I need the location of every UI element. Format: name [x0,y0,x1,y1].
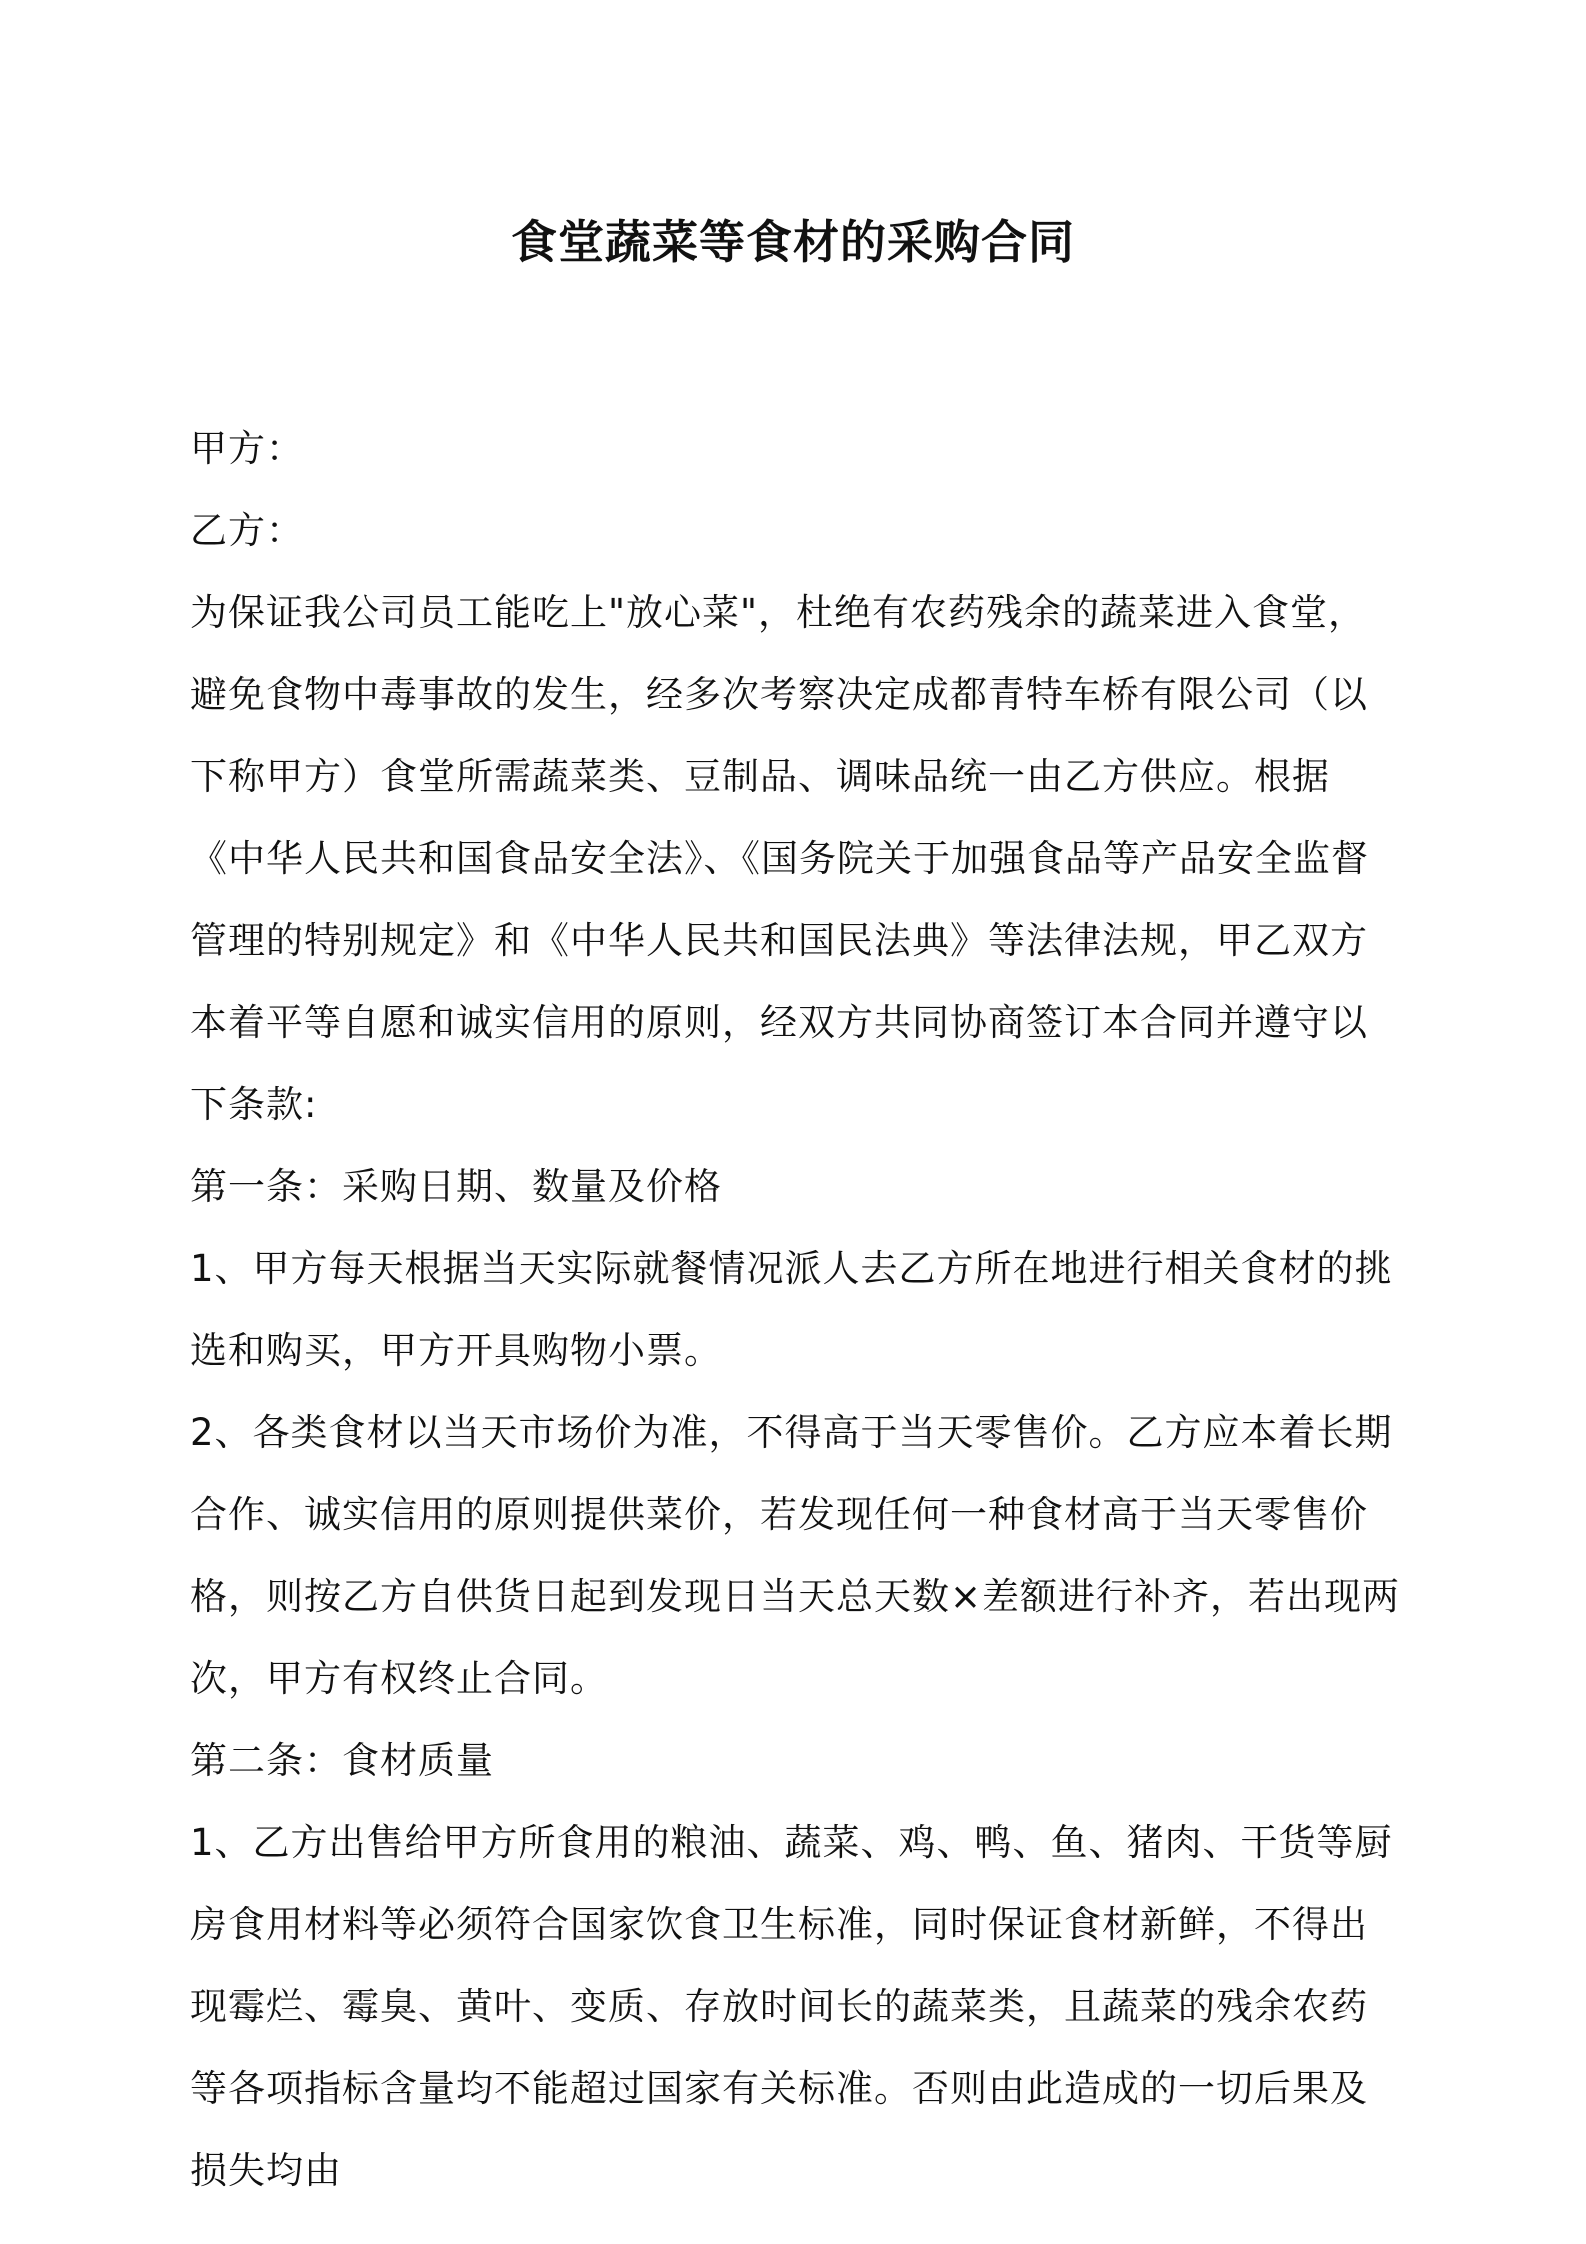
document-title: 食堂蔬菜等食材的采购合同 [511,215,1075,269]
article-2-heading: 第二条：食材质量 [190,1739,494,1782]
party-b-line: 乙方： [190,509,304,552]
article-1-clause-2: 2、各类食材以当天市场价为准，不得高于当天零售价。乙方应本着长期合作、诚实信用的原则提供菜价，若发现任何一种食材高于当天零售价格，则按乙方自供货日起到发现日当天总天数×差额进行补齐，若出现两次，甲方有权终止合同。 [190,1411,1400,1700]
article-2-clause-1: 1、乙方出售给甲方所食用的粮油、蔬菜、鸡、鸭、鱼、猪肉、干货等厨房食用材料等必须符合国家饮食卫生标准，同时保证食材新鲜，不得出现霉烂、霉臭、黄叶、变质、存放时间长的蔬菜类，且蔬菜的残余农药等各项指标含量均不能超过国家有关标准。否则由此造成的一切后果及损失均由 [190,1821,1393,2192]
party-a-line: 甲方： [190,427,304,470]
document-body [190,408,1400,2212]
article-1-heading: 第一条：采购日期、数量及价格 [190,1165,722,1208]
preamble-paragraph: 为保证我公司员工能吃上"放心菜"，杜绝有农药残余的蔬菜进入食堂，避免食物中毒事故的发生，经多次考察决定成都青特车桥有限公司（以下称甲方）食堂所需蔬菜类、豆制品、调味品统一由乙方供应。根据《中华人民共和国食品安全法》、《国务院关于加强食品等产品安全监督管理的特别规定》和《中华人民共和国民法典》等法律法规，甲乙双方本着平等自愿和诚实信用的原则，经双方共同协商签订本合同并遵守以下条款: [190,591,1369,1126]
article-1-clause-1: 1、甲方每天根据当天实际就餐情况派人去乙方所在地进行相关食材的挑选和购买，甲方开具购物小票。 [190,1247,1393,1372]
